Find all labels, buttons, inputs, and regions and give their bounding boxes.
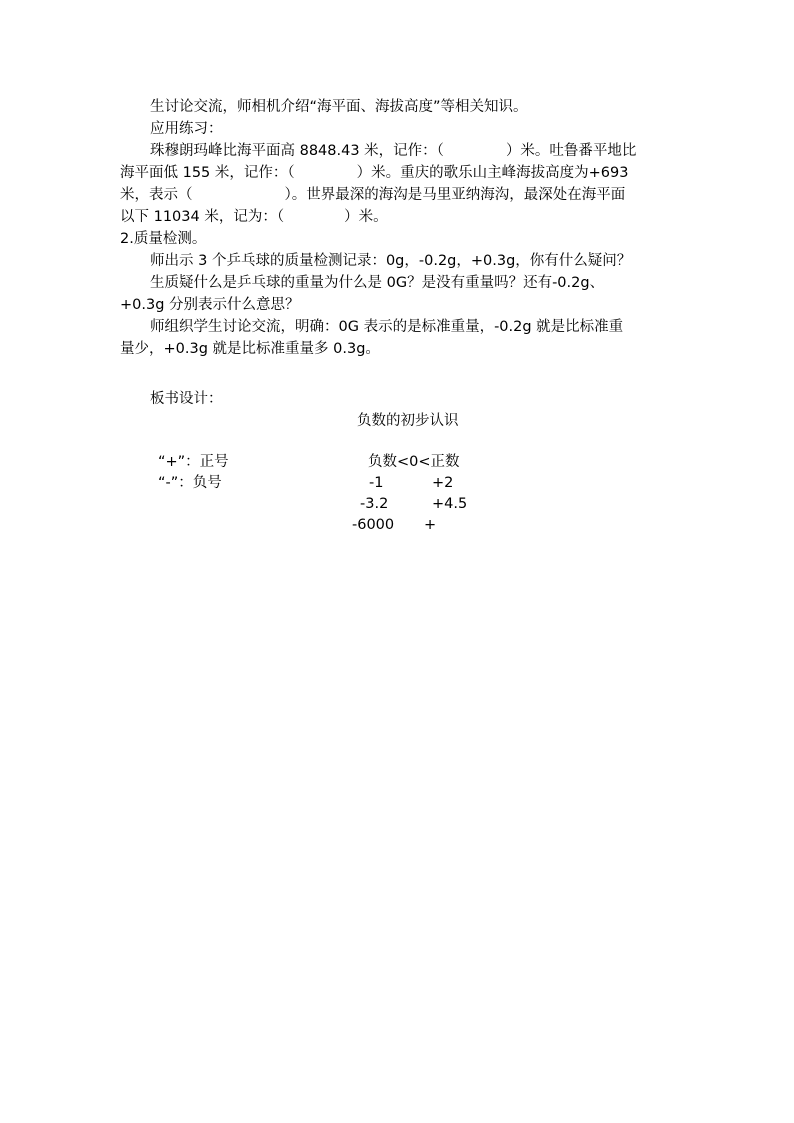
paragraph-pingpong-record: 师出示 3 个乒乓球的质量检测记录：0g，-0.2g，+0.3g，你有什么疑问？	[150, 253, 632, 269]
paragraph-question-line-1: 生质疑什么是乒乓球的重量为什么是 0G？是没有重量吗？还有-0.2g、	[150, 275, 605, 291]
practice-line-4-text-a: 以下 11034 米，记为：（	[120, 209, 285, 225]
board-title: 负数的初步认识	[357, 413, 459, 429]
board-positive-example-1: +2	[432, 475, 454, 491]
practice-line-3	[120, 184, 625, 206]
board-plus-sign-label: “+”：正号	[158, 454, 229, 470]
board-negative-example-1: -1	[369, 475, 384, 491]
practice-line-1-text-a: 珠穆朗玛峰比海平面高 8848.43 米，记作：（	[150, 143, 444, 159]
practice-line-1	[150, 140, 636, 162]
practice-heading: 应用练习：	[150, 121, 223, 137]
paragraph-discussion: 生讨论交流，师相机介绍“海平面、海拔高度”等相关知识。	[150, 99, 528, 115]
paragraph-question-line-2: +0.3g 分别表示什么意思？	[120, 297, 300, 313]
board-minus-sign-label: “-”：负号	[158, 475, 222, 491]
practice-line-4	[120, 206, 388, 228]
section-heading-quality: 2.质量检测。	[120, 231, 207, 247]
practice-line-3-text-a: 米，表示（	[120, 187, 193, 203]
board-negative-example-3: -6000	[352, 517, 395, 533]
board-positive-example-3: +	[424, 517, 437, 533]
board-positive-example-2: +4.5	[432, 496, 468, 512]
board-order-relation: 负数<0<正数	[368, 454, 460, 470]
practice-line-2	[120, 162, 628, 184]
practice-line-2-text-a: 海平面低 155 米，记作：（	[120, 165, 295, 181]
practice-line-1-text-b: ）米。吐鲁番平地比	[505, 143, 637, 159]
practice-line-3-text-b: ）。世界最深的海沟是马里亚纳海沟，最深处在海平面	[284, 187, 626, 203]
board-design-heading: 板书设计：	[150, 391, 223, 407]
board-negative-example-2: -3.2	[360, 496, 389, 512]
paragraph-explanation-line-2: 量少，+0.3g 就是比标准重量多 0.3g。	[120, 341, 380, 357]
paragraph-explanation-line-1: 师组织学生讨论交流，明确：0G 表示的是标准重量，-0.2g 就是比标准重	[150, 319, 624, 335]
practice-line-4-text-b: ）米。	[344, 209, 388, 225]
practice-line-2-text-b: ）米。重庆的歌乐山主峰海拔高度为+693	[356, 165, 629, 181]
